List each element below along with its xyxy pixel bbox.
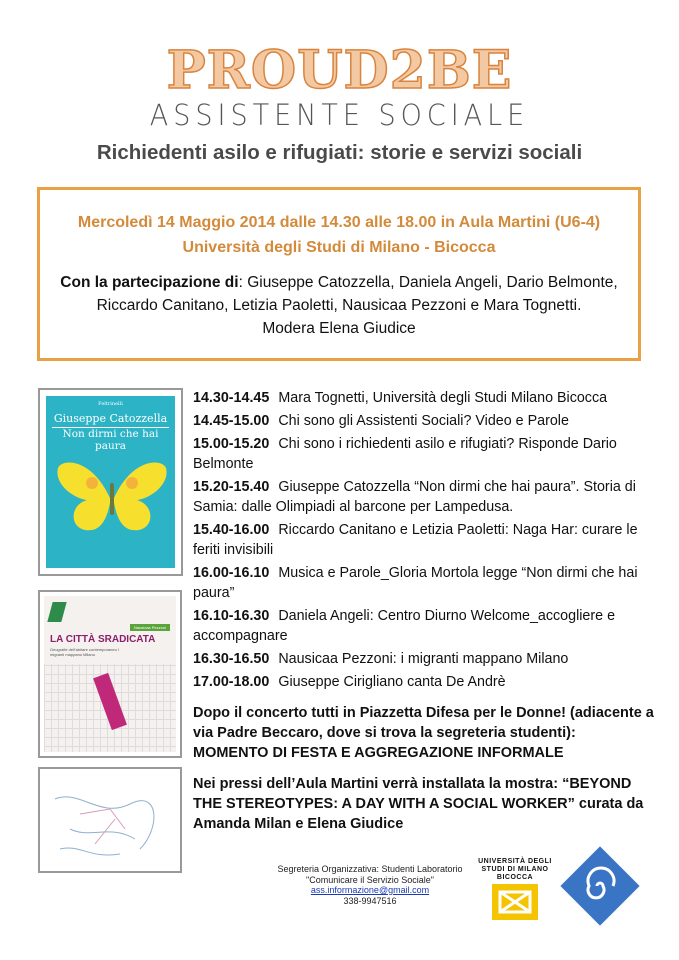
date-line: Mercoledì 14 Maggio 2014 dalle 14.30 alle 18.00 in Aula Martini (U6-4) — [77, 214, 601, 231]
time: 17.00-18.00 — [193, 674, 270, 690]
schedule-item — [193, 434, 641, 474]
schedule-item — [193, 649, 641, 669]
time: 15.40-16.00 — [193, 522, 270, 538]
logo-subtitle: ASSISTENTE SOCIALE — [149, 98, 530, 133]
book-title: LA CITTÀ SRADICATA — [50, 634, 156, 645]
description: Daniela Angeli: Centro Diurno Welcome_accogliere e accompagnare — [193, 608, 616, 644]
phone: 338-9947516 — [343, 895, 397, 906]
participation-text: : Giuseppe Catozzella, Daniela Angeli, Dario Belmonte, Riccardo Canitano, Letizia Paoletti, Nausicaa Pezzoni e Mara Tognetti. — [96, 274, 618, 314]
time: 16.00-16.10 — [193, 565, 270, 581]
book-author: Nausicaa Pezzoni — [130, 624, 170, 631]
venue-line: Università degli Studi di Milano - Bicocca — [182, 239, 496, 256]
bicocca-text: UNIVERSITÀ DEGLI STUDI DI MILANO BICOCCA — [478, 858, 552, 881]
event-title: Richiedenti asilo e rifugiati: storie e servizi sociali — [96, 141, 583, 164]
schedule-item — [193, 606, 641, 646]
event-info-box — [37, 187, 641, 361]
book-author: Giuseppe Catozzella — [53, 412, 168, 425]
after-concert-note: Dopo il concerto tutti in Piazzetta Difesa per le Donne! (adiacente a via Padre Beccaro, dove si trova la segreteria studenti): MOMENTO DI FESTA E AGGREGAZIONE INFORMALE — [193, 705, 654, 761]
associazione-informazione-logo — [560, 846, 639, 925]
description: Chi sono gli Assistenti Sociali? Video e Parole — [278, 413, 569, 429]
time: 16.30-16.50 — [193, 651, 270, 667]
book-cover-citta-sradicata — [38, 590, 182, 758]
contact-info — [270, 864, 470, 906]
proud2be-logo: PROUD2BE — [166, 40, 513, 101]
book-cover-non-dirmi — [38, 388, 183, 576]
email-link[interactable]: ass.informazione@gmail.com — [310, 885, 430, 895]
exhibition-sketch-image — [38, 767, 182, 873]
description: Nausicaa Pezzoni: i migranti mappano Milano — [278, 651, 569, 667]
butterfly-image — [52, 458, 172, 538]
book-subtitle: Geografie dell'abitare contemporaneo I migranti mappano Milano — [50, 647, 120, 657]
time: 15.20-15.40 — [193, 479, 270, 495]
exhibition-note: Nei pressi dell’Aula Martini verrà installata la mostra: “BEYOND THE STEREOTYPES: A DAY WITH A SOCIAL WORKER” curata da Amanda Milan e Elena Giudice — [193, 776, 644, 832]
schedule-item — [193, 672, 641, 692]
participants — [40, 271, 638, 340]
schedule — [193, 388, 641, 692]
contact-line: Segreteria Organizzativa: Studenti Laboratorio — [277, 864, 463, 874]
time: 14.45-15.00 — [193, 413, 270, 429]
description: Giuseppe Cirigliano canta De Andrè — [278, 674, 506, 690]
green-swirl-graphic — [47, 602, 66, 622]
time: 16.10-16.30 — [193, 608, 270, 624]
description: Giuseppe Catozzella “Non dirmi che hai paura”. Storia di Samia: dalle Olimpiadi al barcone per Lampedusa. — [193, 479, 636, 515]
map-sketch — [40, 769, 180, 871]
bicocca-logo — [476, 858, 554, 928]
contact-line: "Comunicare il Servizio Sociale" — [306, 874, 434, 885]
participation-label: Con la partecipazione di — [60, 274, 239, 291]
schedule-item — [193, 477, 641, 517]
book-title: Non dirmi che hai paura — [52, 427, 169, 452]
schedule-item — [193, 411, 641, 431]
publisher: Feltrinelli — [98, 401, 123, 407]
description: Chi sono i richiedenti asilo e rifugiati? Risponde Dario Belmonte — [193, 436, 617, 472]
time: 15.00-15.20 — [193, 436, 270, 452]
schedule-item — [193, 388, 641, 408]
description: Musica e Parole_Gloria Mortola legge “Non dirmi che hai paura” — [193, 565, 638, 601]
schedule-item — [193, 563, 641, 603]
schedule-item — [193, 520, 641, 560]
time: 14.30-14.45 — [193, 390, 270, 406]
moderator: Modera Elena Giudice — [262, 320, 416, 337]
description: Mara Tognetti, Università degli Studi Milano Bicocca — [278, 390, 608, 406]
description: Riccardo Canitano e Letizia Paoletti: Naga Har: curare le feriti invisibili — [193, 522, 638, 558]
